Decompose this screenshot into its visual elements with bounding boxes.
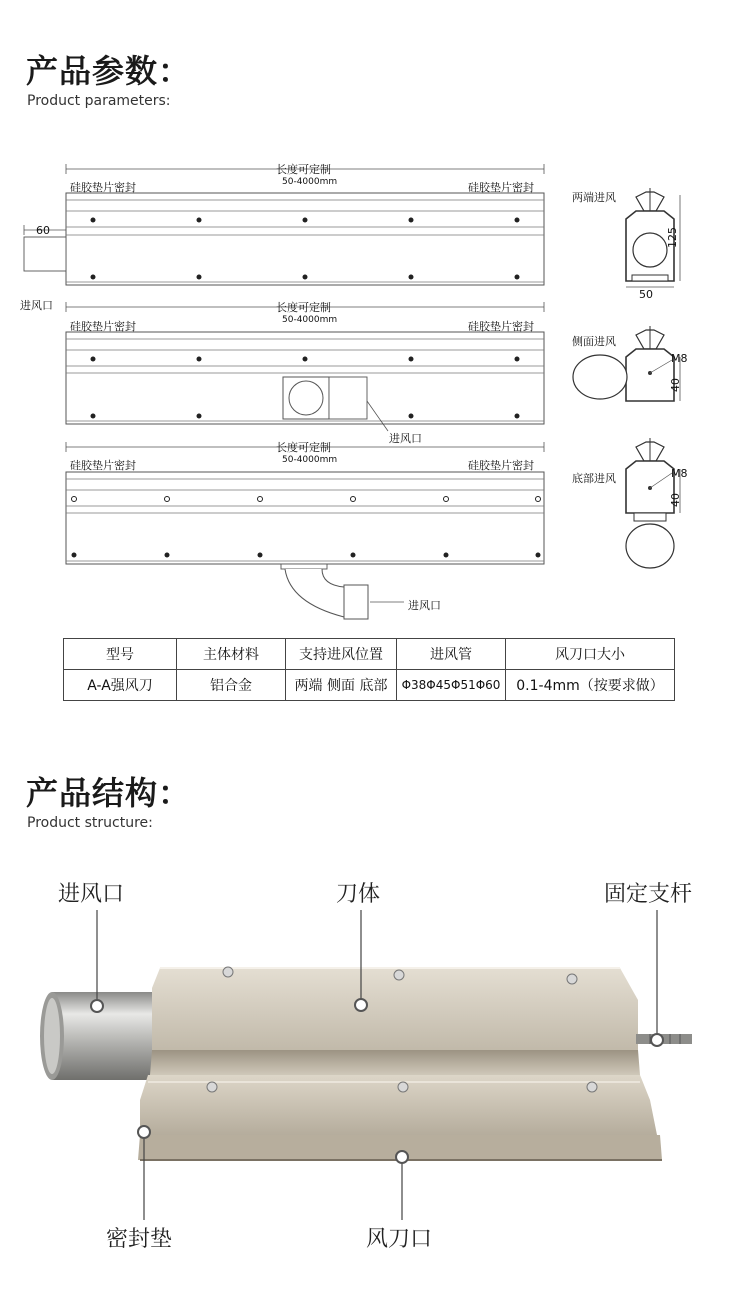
- cell-slot-size: 0.1-4mm（按要求做）: [506, 670, 675, 701]
- params-title: 产品参数：: [26, 52, 192, 90]
- structure-title: 产品结构：: [26, 774, 192, 812]
- header-inlet-pipe: 进风管: [397, 639, 506, 670]
- callout-dot-slot: [396, 1151, 408, 1163]
- callout-body: 刀体: [336, 882, 381, 907]
- callout-dot-body: [355, 999, 367, 1011]
- spec-table-header: [64, 639, 675, 670]
- inlet-width: 60: [36, 224, 50, 237]
- seal-label-right-3: 硅胶垫片密封: [468, 459, 534, 472]
- length-label-2: 长度可定制: [276, 301, 331, 314]
- callout-dot-inlet: [91, 1000, 103, 1012]
- callout-seal: 密封垫: [106, 1227, 173, 1252]
- bottom-dim: 40: [669, 493, 682, 507]
- header-model: 型号: [64, 639, 177, 670]
- spec-table: [63, 638, 675, 701]
- bottom-bolt: M8: [671, 467, 688, 480]
- callout-dot-seal: [138, 1126, 150, 1138]
- cell-inlet-pipe: Φ38Φ45Φ51Φ60: [397, 670, 506, 701]
- cell-material: 铝合金: [177, 670, 286, 701]
- ends-height: 125: [666, 227, 679, 248]
- bottom-inlet-label: 底部进风: [572, 472, 616, 485]
- header-slot-size: 风刀口大小: [506, 639, 675, 670]
- callout-inlet: 进风口: [58, 882, 125, 907]
- inlet-label-1: 进风口: [20, 299, 53, 312]
- seal-label-right-1: 硅胶垫片密封: [468, 181, 534, 194]
- header-inlet-position: 支持进风位置: [286, 639, 397, 670]
- knife-lower-body: [138, 1075, 662, 1160]
- length-range-1: 50-4000mm: [282, 177, 338, 187]
- structure-subtitle: Product structure:: [27, 815, 153, 831]
- side-bolt: M8: [671, 352, 688, 365]
- callout-slot: 风刀口: [366, 1227, 433, 1252]
- ends-width: 50: [639, 288, 653, 301]
- product-structure-illustration: [0, 860, 750, 1260]
- params-subtitle: Product parameters:: [27, 93, 171, 109]
- length-label-1: 长度可定制: [276, 163, 331, 176]
- header-material: 主体材料: [177, 639, 286, 670]
- fixing-rod: [636, 1034, 692, 1044]
- seal-label-left-2: 硅胶垫片密封: [70, 320, 136, 333]
- callout-dot-rod: [651, 1034, 663, 1046]
- drawing-bottom-inlet: [66, 438, 680, 619]
- side-dim: 40: [669, 378, 682, 392]
- technical-drawings: [0, 155, 750, 625]
- cell-inlet-position: 两端 侧面 底部: [286, 670, 397, 701]
- inlet-label-2: 进风口: [389, 432, 422, 445]
- cell-model: A-A强风刀: [64, 670, 177, 701]
- length-label-3: 长度可定制: [276, 441, 331, 454]
- callout-rod: 固定支杆: [604, 882, 693, 907]
- length-range-2: 50-4000mm: [282, 315, 338, 325]
- seal-label-left-1: 硅胶垫片密封: [70, 181, 136, 194]
- table-row: [64, 670, 675, 701]
- ends-inlet-label: 两端进风: [572, 191, 616, 204]
- length-range-3: 50-4000mm: [282, 455, 338, 465]
- knife-body: [150, 967, 640, 1075]
- side-inlet-label: 侧面进风: [572, 335, 616, 348]
- seal-label-right-2: 硅胶垫片密封: [468, 320, 534, 333]
- inlet-label-3: 进风口: [408, 599, 441, 612]
- drawing-side-inlet: [66, 302, 680, 431]
- seal-label-left-3: 硅胶垫片密封: [70, 459, 136, 472]
